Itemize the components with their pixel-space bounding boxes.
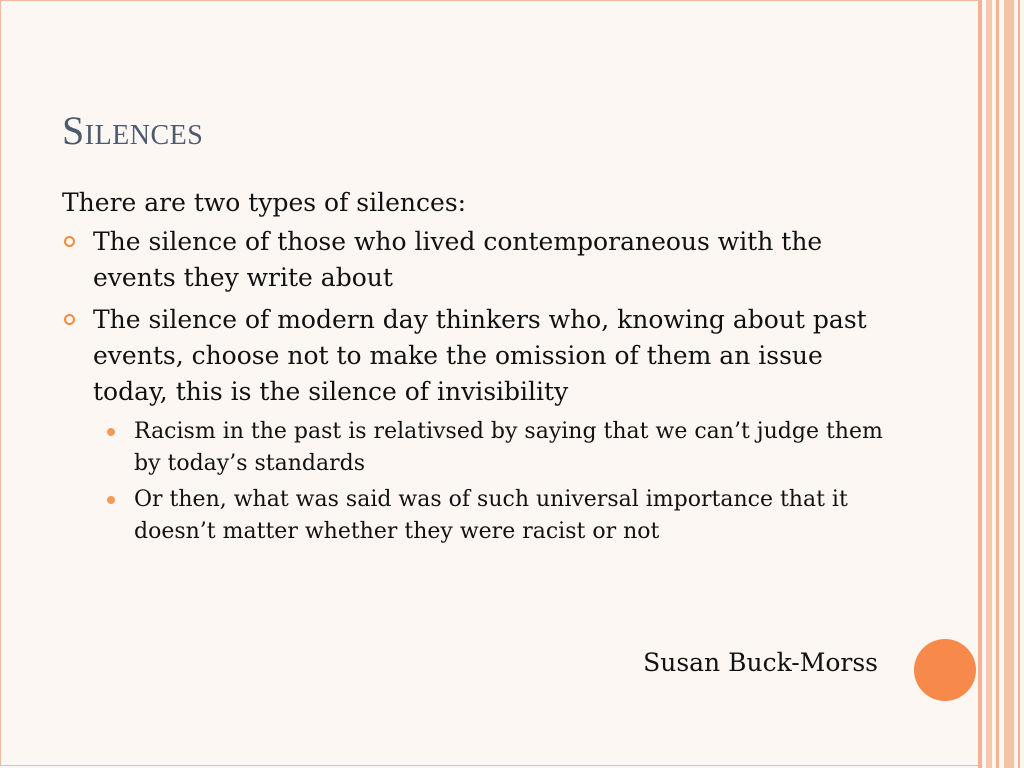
side-stripe [978, 0, 982, 768]
sub-bullet-point [62, 416, 902, 480]
ring-bullet-icon [64, 314, 75, 325]
slide-title: Silences [62, 108, 204, 153]
dot-bullet-icon [107, 496, 115, 504]
sub-bullet-point [62, 484, 902, 548]
sub-bullet-text: Or then, what was said was of such universal importance that it doesn’t matter whether they were racist or not [134, 487, 848, 544]
side-stripe [996, 0, 999, 768]
bullet-point [62, 302, 902, 410]
attribution: Susan Buck-Morss [643, 648, 878, 677]
dot-bullet-icon [107, 428, 115, 436]
side-stripe [1004, 0, 1014, 768]
bullet-text: The silence of modern day thinkers who, knowing about past events, choose not to make the omission of them an issue today, this is the silence of invisibility [93, 305, 867, 406]
side-stripe [986, 0, 992, 768]
side-stripe [1018, 0, 1020, 768]
lead-text: There are two types of silences: [62, 188, 467, 217]
sub-bullet-text: Racism in the past is relativsed by saying that we can’t judge them by today’s standards [134, 419, 883, 476]
ring-bullet-icon [64, 236, 75, 247]
bullet-text: The silence of those who lived contemporaneous with the events they write about [93, 227, 823, 292]
slide-body [62, 186, 902, 552]
decorative-circle-icon [914, 639, 976, 701]
bullet-point [62, 224, 902, 296]
